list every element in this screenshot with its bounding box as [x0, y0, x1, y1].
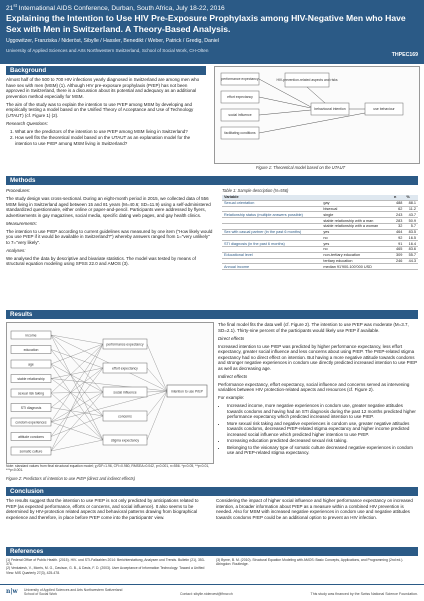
- table-cell: Educational level: [222, 252, 321, 258]
- conclusion-right: Considering the impact of higher social influence and higher performance expectancy on increased intention, a broader information about PrEP as a measure within a combined HIV prevention is needed. Also for MSM with increased negative experiences in condom use and negative attitudes towards condoms PrEP could be an additional option to prevent an HIV infection.: [216, 498, 413, 520]
- conclusion-heading: Conclusion: [6, 487, 418, 496]
- footer-institution: [24, 588, 122, 596]
- poster-title: Explaining the Intention to Use HIV Pre-Exposure Prophylaxis among HIV-Negative Men who Have Sex with Men in Switzerland. A Theory-Based Analysis.: [6, 13, 406, 34]
- fig2-label-mid: concerns: [118, 414, 132, 419]
- results-bullet: • Increased income, more negative experiences in condom use, greater negative attitudes towards condoms and having had an STI diagnosis during the past 12 months predicted higher performance expectancy which predicted increased intention to use PrEP.: [227, 403, 418, 420]
- poster-footer: [0, 584, 424, 601]
- fig2-label-mid: performance expectancy: [106, 342, 144, 347]
- conclusion-left: The results suggest that the intention to use PrEP is not only predicted by anticipations related to PrEP (as expected performance, efforts or concerns, and social influence). It also seems to be determined by HIV-protection related aspects and behavioral patterns drawing from biographical experience and therefore, in place before PrEP come into the participants' view.: [6, 498, 199, 520]
- results-intro: The final model fits the data well (cf. Figure 2). The intention to use PrEP was moderate (M=3.7, SD=2.1). Thirty-nine percent of the participants would likely use PrEP if available.: [218, 322, 409, 333]
- footer-contact: Contact: sibylle.nideroest@fhnw.ch: [180, 592, 233, 596]
- table-cell: 92: [392, 235, 404, 241]
- fig2-label-mid: effort expectancy: [112, 366, 138, 371]
- table-cell: yes: [321, 241, 392, 247]
- table-cell: 43.7: [404, 212, 418, 218]
- fig1-label-hiv-aspects: HIV-prevention-related aspects and risks: [276, 78, 338, 82]
- table-cell: no: [321, 235, 392, 241]
- fig2-label-left: education: [23, 347, 39, 352]
- fig2-label-left: STI diagnosis: [20, 405, 42, 410]
- table-cell: 16.4: [404, 241, 418, 247]
- indirect-effects-label: Indirect effects: [218, 373, 248, 379]
- background-p1: Almost half of the 500 to 700 HIV infections yearly diagnosed in Switzerland are among men who have sex with men (MSM) (1). Although HIV pre-exposure prophylaxis (PrEP) has not been approved in Switzerland, there is a discussion about its potential and adequacy as an additional prevention method especially for MSM.: [6, 77, 200, 99]
- table-row: [222, 264, 418, 270]
- results-text: [218, 322, 418, 484]
- table-cell: single: [321, 212, 392, 218]
- figure-2-svg: [7, 323, 213, 463]
- measurements-text: The intention to use PrEP according to current guidelines was measured by one item ("How likely would you use PrEP if it would be available in Switzerland?") whereby answers ranged from 1="very unlikely" to 7="very likely".: [6, 228, 213, 245]
- figure-1-caption: Figure 1: Theoretical model based on the UTAUT: [256, 165, 346, 170]
- fig2-label-left: income: [25, 333, 37, 338]
- results-bullet: • Increasing education predicted decreased sexual risk taking.: [227, 438, 418, 444]
- poster-header: [0, 0, 424, 64]
- references-right: [216, 558, 418, 566]
- table-cell: bisexual: [321, 206, 392, 212]
- procedures-text: The study design was cross-sectional. During an eight-month period in 2015, we collected data of 556 MSM living in Switzerland aged between 15 and 81 years (M=40.6; SD=11.9) using a self-administered standardized questionnaire, either online or paper-and-pencil. Participants were addressed by flyers, advertisements in gay magazines, social media, specific dating web pages, and gay health clinics.: [6, 196, 211, 218]
- table-cell: 83.5: [404, 229, 418, 235]
- affiliation: University of Applied Sciences and Arts Northwestern Switzerland, School of Social Work, CH-Olten: [6, 48, 209, 53]
- table-header-cell: n: [392, 195, 404, 200]
- fig2-label-mid: stigma expectancy: [110, 438, 140, 443]
- table-cell: 5.7: [404, 223, 418, 229]
- reference-item: (1) Federal Office of Public Health. (2015). HIV- und STI-Fallzahlen 2014: Berichterstattung, Analysen und Trends. Bulletin (21), 353-376.: [6, 558, 205, 567]
- footer-funding: This study was financed by the Swiss National Science Foundation.: [310, 592, 418, 596]
- table-cell: 246: [392, 258, 404, 264]
- table-cell: 283: [392, 218, 404, 224]
- table-cell: Sex with casual partner (in the past 6 months): [222, 229, 321, 235]
- research-question: 2. How well fits the theoretical model based on the UTAUT as an explanation model for the intention to use PrEP among MSM living in Switzerland?: [15, 135, 206, 146]
- reference-item: (3) Byrne, B. M. (2010). Structural Equation Modeling with AMOS: Basic Concepts, Applications, and Programming (2nd ed.). Abingdon: Routledge.: [216, 558, 404, 567]
- table-cell: 62: [392, 206, 404, 212]
- fig1-label-performance: performance expectancy: [221, 77, 259, 81]
- figure-1-svg: [215, 67, 419, 163]
- table-cell: Sexual orientation: [222, 200, 321, 206]
- methods-text: [6, 188, 214, 306]
- table-cell: stable relationship with a man: [321, 218, 392, 224]
- figure-2-model: [6, 322, 214, 464]
- research-questions: [6, 129, 206, 147]
- references-heading: References: [6, 547, 418, 556]
- fig2-label-left: stable relationship: [17, 376, 45, 381]
- research-question: 1. What are the predictors of the intention to use PrEP among MSM living in Switzerland?: [15, 129, 206, 135]
- fig1-label-intention: behavioural intention: [314, 107, 346, 111]
- table-cell: STI diagnosis (in the past 6 months): [222, 241, 321, 247]
- table-cell: 88.1: [404, 200, 418, 206]
- results-bullets: [218, 403, 418, 456]
- table-cell: yes: [321, 229, 392, 235]
- indirect-effects-text: Performance expectancy, effort expectancy, social influence and concerns served as intervening variables between HIV protection-related aspects and resources (cf. Figure 2).: [218, 381, 410, 392]
- poster-code: THPEC169: [391, 52, 418, 58]
- analyses-label: Analyses:: [6, 247, 26, 253]
- table-cell: 44.3: [404, 258, 418, 264]
- table-cell: 91: [392, 241, 404, 247]
- table-cell: Annual income: [222, 264, 321, 270]
- fig2-label-left: attitude condoms: [18, 434, 44, 439]
- table-cell: 309: [392, 252, 404, 258]
- fig1-label-effort: effort expectancy: [227, 95, 253, 99]
- direct-effects-text: Increased intention to use PrEP was predicted by higher performance expectancy, less effort expectancy, greater social influence and less concerns about using PrEP. The PrEP-related stigma expectancy had no direct effect on intention. But having a more negative attitude towards condoms and stronger negative experiences in condom use directly predicted increased intention to use PrEP as well as decreasing age.: [218, 343, 418, 371]
- table-cell: 16.5: [404, 235, 418, 241]
- table-cell: stable relationship with a woman: [321, 223, 392, 229]
- sample-description-table: [222, 195, 418, 270]
- procedures-label: Procedures:: [6, 188, 31, 193]
- table-cell: 55.7: [404, 252, 418, 258]
- table-cell: median 91'900-100'000 USD: [321, 264, 392, 270]
- figure-1-model: [214, 66, 420, 164]
- fig2-label-left: condom experiences: [15, 420, 47, 425]
- fig2-label-left: age: [28, 362, 34, 367]
- table-cell: 50.9: [404, 218, 418, 224]
- direct-effects-label: Direct effects: [218, 335, 245, 341]
- measurements-label: Measurements:: [6, 220, 38, 226]
- reference-item: (2) Venkatesh, V., Morris, M. G., Davison, G. B., & Davis, F. D. (2003). User Acceptance of Information Technology: Toward a Unified View. MIS Quarterly 27(3), 425-478.: [6, 566, 205, 575]
- table-cell: [392, 264, 404, 270]
- table-cell: non-tertiary education: [321, 252, 392, 258]
- table-cell: 243: [392, 212, 404, 218]
- background-heading: Background: [6, 66, 206, 75]
- fig2-label-mid: social influence: [113, 390, 137, 395]
- research-questions-label: Research Questions:: [6, 120, 49, 126]
- conference-line: 21st International AIDS Conference, Durban, South Africa, July 18-22, 2016: [6, 3, 225, 13]
- table-cell: tertiary education: [321, 258, 392, 264]
- fig2-label-intention: intention to use PrEP: [171, 389, 203, 394]
- analyses-text: We analysed the data by descriptive and bivariate statistics. The model was tested by means of structural equation modeling using SPSS 22.0 and AMOS (3).: [6, 255, 196, 266]
- fig1-label-facilitating: facilitating conditions: [224, 131, 256, 135]
- table-cell: 83.6: [404, 247, 418, 253]
- background-text: [6, 77, 206, 171]
- table-cell: Relationship status (multiple answers possible): [222, 212, 321, 218]
- fig1-label-use: use behaviour: [373, 107, 395, 111]
- table-cell: no: [321, 247, 392, 253]
- table-cell: 11.2: [404, 206, 418, 212]
- table-cell: 464: [392, 229, 404, 235]
- table-1-caption: Table 1: Sample description (N=556): [222, 188, 289, 193]
- results-bullet: • More sexual risk taking and negative experiences in condom use, greater negative attitudes towards condoms, decreased PrEP-related stigma expectancy and higher income predicted increased social influence which predicted higher intention to use PrEP.: [227, 421, 418, 438]
- fig2-label-left: sexual risk taking: [17, 391, 45, 396]
- table-cell: [404, 264, 418, 270]
- references-left: [6, 558, 210, 575]
- authors: Uggowitzer, Franziska / Nideröst, Sibylle / Hassler, Benedikt / Weber, Patrick / Gredig, Daniel: [6, 38, 219, 44]
- background-p2: The aim of the study was to explain the intention to use PrEP among MSM by developing and empirically testing a model based on the Unified Theory of Acceptance and Use of Technology (UTAUT) (cf. Figure 1) (2).: [6, 101, 194, 118]
- results-bullet: • Belonging to the visionary type of somatic culture decreased negative experiences in condom use and PrEP-related stigma expectancy.: [227, 445, 418, 456]
- table-header-cell: Variable: [222, 195, 321, 200]
- fhnw-logo: n|w: [6, 588, 18, 595]
- footer-institution-line: School of Social Work: [24, 592, 58, 596]
- figure-2-caption: Figure 2: Predictors of intention to use PrEP (direct and indirect effects): [6, 476, 136, 481]
- methods-heading: Methods: [6, 176, 418, 185]
- table-cell: gay: [321, 200, 392, 206]
- table-header-cell: %: [404, 195, 418, 200]
- table-cell: 465: [392, 247, 404, 253]
- fig1-label-social: social influence: [228, 113, 252, 117]
- table-cell: 32: [392, 223, 404, 229]
- table-cell: 488: [392, 200, 404, 206]
- footer-institution-line: University of Applied Sciences and Arts Northwestern Switzerland: [24, 588, 123, 592]
- example-label: For example:: [218, 395, 245, 400]
- figure-2-note: Note: standard values from final structural equation model; χ²/DF=1.96, CFI=0.980, RMSEA=0.042, p<0.001, n=556. *p<0.05, **p<0.01, ***p<0.001.: [6, 464, 210, 472]
- fig2-label-left: somatic culture: [19, 449, 43, 454]
- results-heading: Results: [6, 310, 418, 319]
